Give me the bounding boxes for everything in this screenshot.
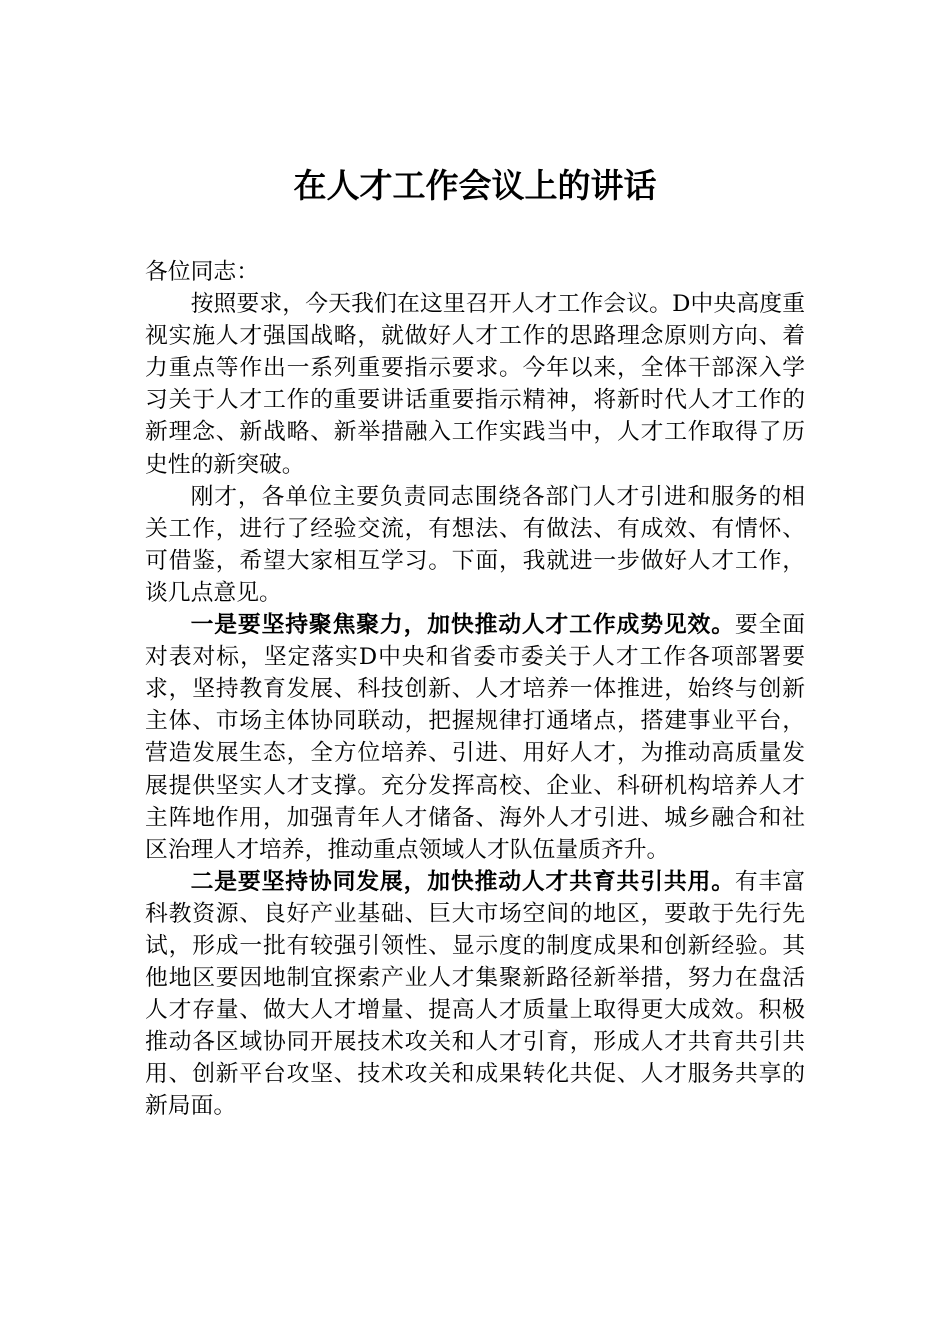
paragraph-lead: 二是要坚持协同发展，加快推动人才共育共引共用。 [190, 868, 735, 895]
paragraph-text: 要全面对表对标，坚定落实D中央和省委市委关于人才工作各项部署要求，坚持教育发展、科技创新、人才培养一体推进，始终与创新主体、市场主体协同联动，把握规律打通堵点，搭建事业平台，营造发展生态，全方位培养、引进、用好人才，为推动高质量发展提供坚实人才支撑。充分发挥高校、企业、科研机构培养人才主阵地作用，加强青年人才储备、海外人才引进、城乡融合和社区治理人才培养，推动重点领域人才队伍量质齐升。 [145, 612, 806, 863]
salutation: 各位同志： [145, 259, 259, 285]
paragraph-text: 刚才，各单位主要负责同志围绕各部门人才引进和服务的相关工作，进行了经验交流，有想法、有做法、有成效、有情怀、可借鉴，希望大家相互学习。下面，我就进一步做好人才工作，谈几点意见。 [145, 483, 805, 606]
paragraph-text: 有丰富科教资源、良好产业基础、巨大市场空间的地区，要敢于先行先试，形成一批有较强引领性、显示度的制度成果和创新经验。其他地区要因地制宜探索产业人才集聚新路径新举措，努力在盘活人才存量、做大人才增量、提高人才质量上取得更大成效。积极推动各区域协同开展技术攻关和人才引育，形成人才共育共引共用、创新平台攻坚、技术攻关和成果转化共促、人才服务共享的新局面。 [145, 868, 806, 1120]
paragraph-point-two [145, 866, 805, 1123]
paragraph-exchange [145, 481, 805, 609]
paragraph-text: 按照要求，今天我们在这里召开人才工作会议。D中央高度重视实施人才强国战略，就做好人才工作的思路理念原则方向、着力重点等作出一系列重要指示要求。今年以来，全体干部深入学习关于人才工作的重要讲话重要指示精神，将新时代人才工作的新理念、新战略、新举措融入工作实践当中，人才工作取得了历史性的新突破。 [145, 291, 805, 478]
paragraph-lead: 一是要坚持聚焦聚力，加快推动人才工作成势见效。 [190, 612, 735, 639]
document-body [145, 256, 805, 1123]
document-title: 在人才工作会议上的讲话 [293, 166, 657, 205]
paragraph-intro [145, 288, 805, 481]
paragraph-point-one [145, 609, 805, 866]
